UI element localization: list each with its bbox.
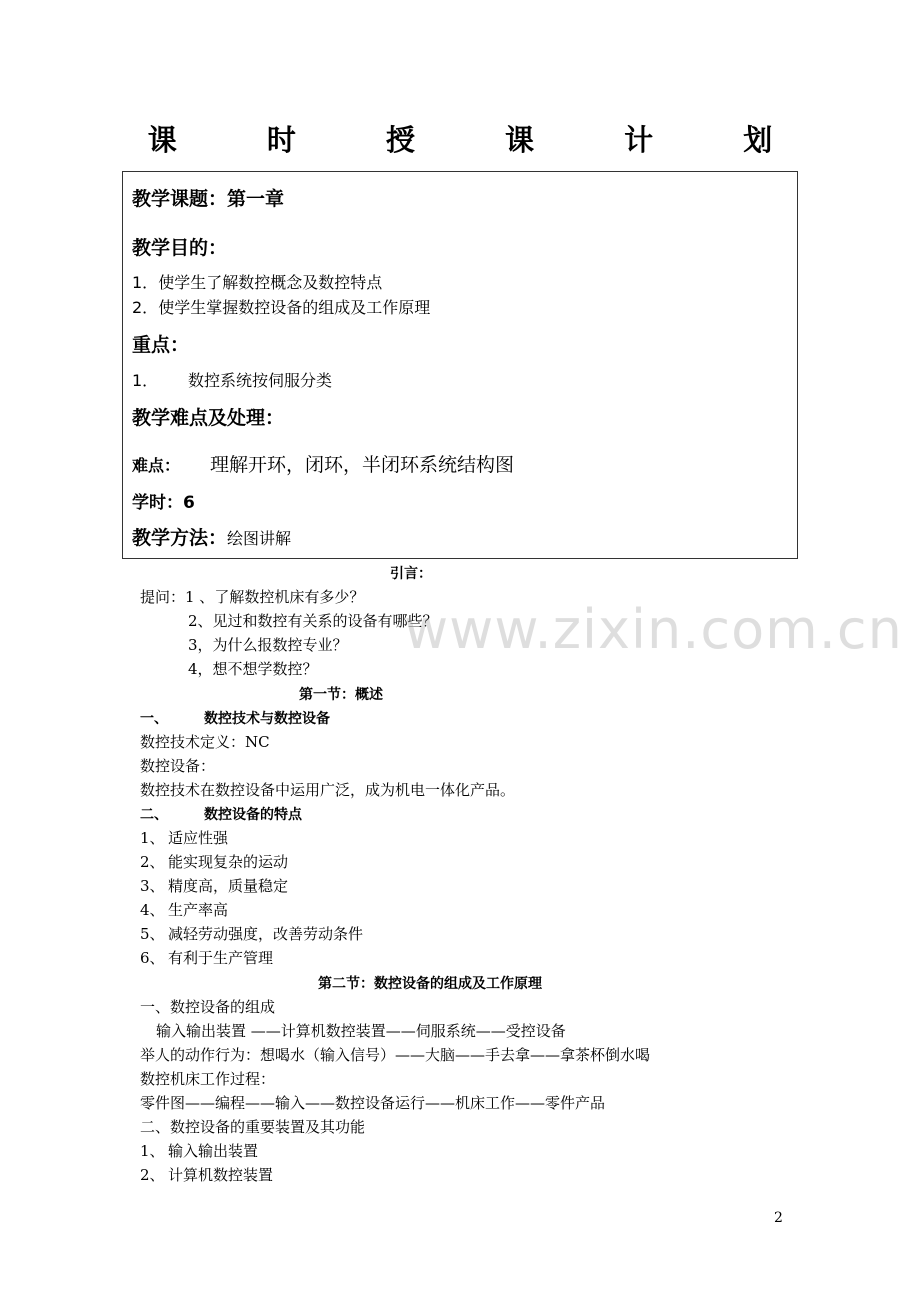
feature-item [140, 875, 288, 896]
difficult-line [132, 450, 514, 477]
objective-2-text: 使学生掌握数控设备的组成及工作原理 [158, 298, 431, 317]
feature-num: 1、 [140, 829, 165, 847]
feature-text: 减轻劳动强度，改善劳动条件 [168, 925, 364, 943]
topic-line [132, 184, 284, 211]
key-label: 重点： [132, 334, 190, 356]
section2-line5: 零件图——编程——输入——数控设备运行——机床工作——零件产品 [140, 1094, 606, 1112]
section1-line3: 数控技术在数控设备中运用广泛，成为机电一体化产品。 [140, 781, 516, 799]
key-1 [132, 368, 332, 391]
feature-num: 3、 [140, 877, 165, 895]
objective-2-num: 2． [132, 298, 159, 317]
feature-item [140, 923, 363, 944]
section2-item2 [140, 1164, 273, 1185]
feature-text: 精度高，质量稳定 [168, 877, 289, 895]
page-number: 2 [774, 1210, 783, 1226]
intro-question-3: 3，为什么报数控专业？ [188, 636, 348, 654]
feature-item [140, 851, 288, 872]
section2-line6: 二、数控设备的重要装置及其功能 [140, 1118, 366, 1136]
section1-line1: 数控技术定义：NC [140, 733, 270, 751]
method-line [132, 523, 291, 550]
feature-text: 能实现复杂的运动 [168, 853, 289, 871]
hours-line [132, 488, 195, 513]
feature-text: 适应性强 [168, 829, 229, 847]
section2-line3: 举人的动作行为：想喝水（输入信号）——大脑——手去拿——拿茶杯倒水喝 [140, 1046, 651, 1064]
objective-2 [132, 295, 430, 318]
section2-line2: 输入输出装置 ——计算机数控装置——伺服系统——受控设备 [156, 1022, 566, 1040]
method-label: 教学方法： [132, 527, 228, 549]
objective-1-text: 使学生了解数控概念及数控特点 [158, 273, 383, 292]
watermark: www.zixin.com.cn [404, 598, 903, 661]
hours-label: 学时： [132, 493, 183, 513]
lesson-plan-box [122, 171, 798, 559]
section1-sub1 [140, 708, 330, 728]
key-1-text: 数控系统按伺服分类 [188, 371, 333, 390]
section1-sub2-title: 数控设备的特点 [204, 807, 302, 823]
intro-question-2: 2、见过和数控有关系的设备有哪些？ [188, 612, 438, 630]
intro-heading: 引言： [390, 566, 432, 582]
section1-heading: 第一节：概述 [299, 687, 383, 703]
section2-item1-num: 1、 [140, 1142, 165, 1160]
section1-sub1-num: 一、 [140, 711, 168, 727]
intro-q1-text: 了解数控机床有多少？ [214, 588, 365, 606]
feature-text: 生产率高 [168, 901, 229, 919]
feature-item [140, 947, 273, 968]
difficulty-label: 教学难点及处理： [132, 407, 285, 429]
section1-sub1-title: 数控技术与数控设备 [204, 711, 330, 727]
key-1-num: 1． [132, 371, 159, 390]
objective-1 [132, 270, 382, 293]
objective-1-num: 1． [132, 273, 159, 292]
section2-item1 [140, 1140, 258, 1161]
section2-line4: 数控机床工作过程： [140, 1070, 276, 1088]
section1-sub2-num: 二、 [140, 807, 168, 823]
topic-value: 第一章 [227, 188, 285, 210]
feature-text: 有利于生产管理 [168, 949, 274, 967]
section2-heading: 第二节：数控设备的组成及工作原理 [318, 976, 542, 992]
difficult-value: 理解开环，闭环，半闭环系统结构图 [210, 454, 515, 476]
section2-item1-text: 输入输出装置 [168, 1142, 259, 1160]
section2-item2-text: 计算机数控装置 [168, 1166, 274, 1184]
feature-num: 2、 [140, 853, 165, 871]
feature-item [140, 899, 228, 920]
intro-question-4: 4，想不想学数控？ [188, 660, 318, 678]
topic-label: 教学课题： [132, 188, 228, 210]
difficult-label: 难点： [132, 456, 181, 475]
feature-num: 4、 [140, 901, 165, 919]
objective-label: 教学目的： [132, 237, 228, 259]
page-title: 课 时 授 课 计 划 [147, 123, 813, 157]
feature-num: 5、 [140, 925, 165, 943]
section1-sub2 [140, 804, 302, 824]
hours-value: 6 [183, 493, 195, 513]
intro-q1-prefix: 提问：1 、 [140, 588, 215, 606]
section1-line2: 数控设备： [140, 757, 216, 775]
feature-item [140, 827, 228, 848]
method-value: 绘图讲解 [227, 529, 292, 548]
intro-question-1 [140, 586, 364, 607]
section2-item2-num: 2、 [140, 1166, 165, 1184]
feature-num: 6、 [140, 949, 165, 967]
section2-line1: 一、数控设备的组成 [140, 998, 276, 1016]
